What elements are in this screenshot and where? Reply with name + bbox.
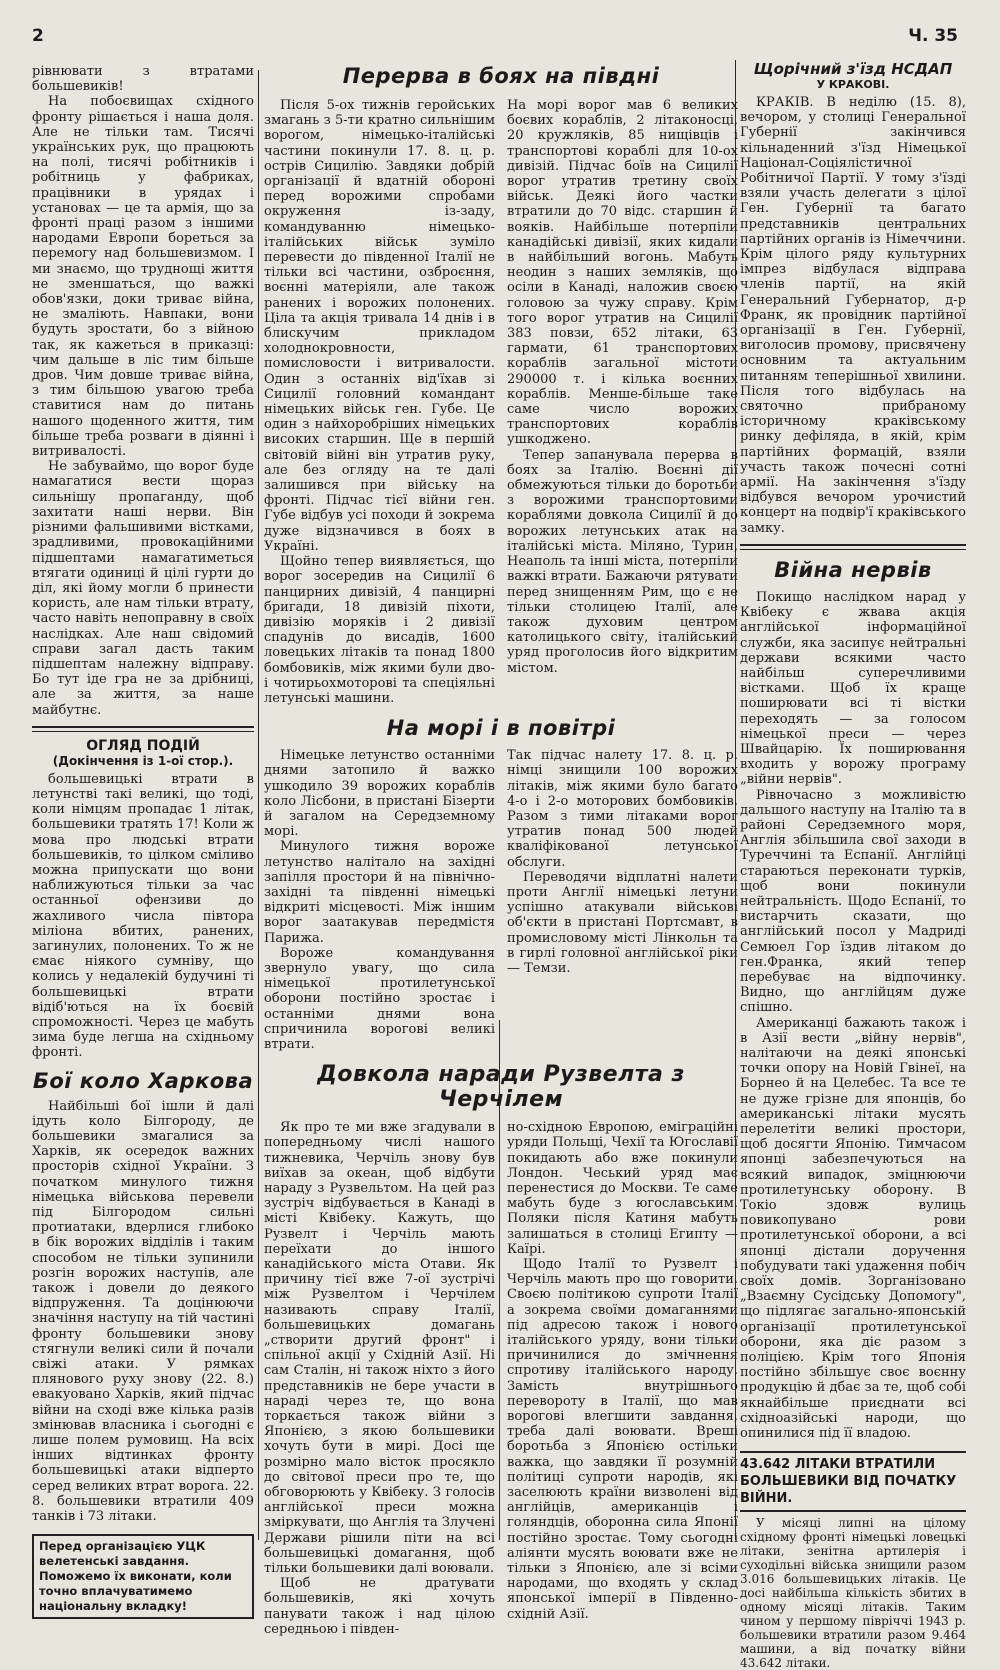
- pererva-paragraph: Щойно тепер виявляється, що ворог зосередив на Сицилії 6 панцирних дивізій, 4 панцирні бригади, 18 дивізій піхоти, дивізію моряків і 2 дивізії спадунів до висадів, 1600 ловецьких літаків та понад 1800 бомбовиків, між якими були дво- і чотирьохмоторові та спеціяльні летунські машини.: [264, 554, 495, 706]
- ohlyad-title: ОГЛЯД ПОДІЙ: [86, 737, 200, 754]
- section-divider: [740, 544, 966, 550]
- pererva-paragraph: На морі ворог мав 6 великих боєвих кораблів, 2 літаконосці, 20 кружляків, 85 нищівців і транспортові кораблі для 10-ох дивізій. Підчас боїв на Сицилії ворог утратив третину своїх військ. Деякі його частки втратили до 70 відс. старшин й вояків. Найбільше потерпіли канадійські дивізії, яких кидали в найбільший вогонь. Мабуть неодин з наших земляків, що осіли в Канаді, наложив своєю головою за чужу справу. Крім того ворог утратив на Сицилії 383 повзи, 652 літаки, 63 гармати, 61 транспортових кораблів загальної містоти 290000 т. і кілька воєнних кораблів. Менше-більше таке саме число ворожих транспортових кораблів ушкоджено.: [507, 98, 738, 448]
- more-paragraph: Німецьке летунство останніми днями затопило й важко ушкодило 39 ворожих кораблів коло Лісбони, в пристані Бізерти й загалом на Середземному морі.: [264, 748, 495, 840]
- article-paragraph: Не забуваймо, що ворог буде намагатися вести щораз сильнішу пропаганду, щоб захитати наші нерви. Він різними фальшивими вістками, зрадливими, провокаційними підшептами намагатиметься втягати одиниці й цілі гурти до діл, які йому могли б принести користь, але нам тільки втрату, часто навіть непоправну в своїх наслідках. Але наш свідомий справи загал дасть таким підшептам належну відправу. Бо тут іде гра не за дрібниці, але за життя, за наше майбутнє.: [32, 459, 254, 718]
- pererva-headline: Перерва в боях на півдні: [342, 64, 660, 88]
- zizd-text: КРАКІВ. В неділю (15. 8), вечором, у столиці Генеральної Губернії закінчився кільнаденний з'їзд Німецької Націонал-Соціялістичної Робітничої Партії. У тому з'їзді взяли участь делегати з цілої Ген. Губернії та багато представників центральних партійних органів із Німеччини. Крім цілого ряду культурних імпрез відбулася відправа членів партії, на якій Генеральний Губернатор, д-р Франк, як провідник партійної організації в Ген. Губернії, виголосив промову, присвячену основним та актуальним питанням теперішньої хвилини. Після того відбулась на святочно прибраному історичному краківському ринку дефіляда, в якій, крім партійних формацій, взяли участь також почесні сотні армії. На закінчення з'їзду відбувся вечором урочистий концерт на подвір'ї краківського замку.: [740, 95, 966, 536]
- ruzvelt-paragraph: Щодо Італії то Рузвелт і Черчіль мають про що говорити. Своєю політикою супроти Італії а зокрема своїми домаганнями під адресою також і нового італійського уряду, вони тільки причинилися до змічнення спротиву італійського народу. Замість внутрішнього перевороту в Італії, що мав ворогові влегшити завдання, треба далі воювати. Вреші боротьба з Японією остільки важка, що завдяки її розумній політиці супроти народів, які заселюють країни визволені від англійців, американців і голяндців, оборонна сила Японії постійно зростає. Тому сьогодні аліянти мусять воювати вже не тільки з Японією, але зі всіми народами, що входять у склад японської імперії в Південно-східній Азії.: [507, 1257, 738, 1622]
- page-number-right: Ч. 35: [908, 26, 958, 46]
- ruzvelt-article: [264, 1120, 738, 1637]
- article-paragraph: На побоєвищах східного фронту рішається і наша доля. Але не тільки там. Тисячі українських рук, що працюють на полі, тисячі робітників і робітниць у фабриках, працівники в урядах і установах — це та армія, що за фронті праці разом з іншими народами Европи бореться за перемогу над большевизмом. І ми знаємо, що труднощі життя не зменшаться, що важкі обов'язки, доки триває війна, не змаліють. Навпаки, вони будуть зростати, бо з війною так, як кажеться в приказці: чим дальше в ліс тим більше дров. Чим довше триває війна, з тим більшою увагою треба ставитися нам до питань нашого щоденного життя, тим більше треба розваги в діянні і витривалості.: [32, 94, 254, 460]
- ruzvelt-headline: Довкола наради Рузвелта з Черчілем: [317, 1062, 685, 1113]
- pererva-paragraph: Тепер запанувала перерва в боях за Італію. Воєнні дії обмежуються тільки до боротьби з ворожими транспортовими кораблями довкола Сицилії й до ворожих летунських атак на італійські міста. Міляно, Турин, Неаполь та інші міста, потерпіли важкі втрати. Бажаючи рятувати перед знищенням Рим, що є не тільки столицею Італії, але також духовим центром католицького світу, італійський уряд проголосив його відкритим містом.: [507, 447, 738, 676]
- ruzvelt-paragraph: Як про те ми вже згадували в попередньому числі нашого тижневика, Черчіль знову був виїхав за океан, щоб відбути нараду з Рузвельтом. На цей раз зустріч відбувається в Канаді в місті Квібеку. Кажуть, що Рузвелт і Черчіль мають переїхати до іншого канадійського міста Отави. Як причину тієї вже 7-ої зустрічі між Рузвелтом і Черчілем називають справу Італії, большевицьких домагань „створити другий фронт" і спільної акції у Східній Азії. Ні сам Сталін, ні також ніхто з його представників не бере участи в нараді через те, що вона торкається також війни з Японією, з якою большевики хочуть бути в мирі. Досі ще розмірно мало вісток просякло до світової преси про те, що обговорюють у Квібеку. З голосів англійської преси можна зміркувати, що Англія та Злучені Держави рішили піти на всі большевицькі домагання, щоб тільки большевики далі воювали.: [264, 1120, 495, 1577]
- litaky-text: У місяці липні на цілому східному фронті німецькі ловецькі літаки, зенітна артилерія і суходільні війська знищили разом 3.016 большевицьких літаків. Це досі найбільша кількість збитих в одному місяці літаків. Таким чином у першому півріччі 1943 р. большевики втратили разом 9.464 машини, а від початку війни 43.642 літаки.: [740, 1516, 966, 1670]
- more-headline: На морі і в повітрі: [386, 716, 616, 741]
- column-left: [32, 64, 254, 1614]
- section-divider: [32, 726, 254, 732]
- litaky-headline: 43.642 ЛІТАКИ ВТРАТИЛИ БОЛЬШЕВИКИ ВІД ПОЧАТКУ ВІЙНИ.: [740, 1451, 966, 1512]
- column-divider-left: [258, 70, 259, 1540]
- more-paragraph: Вороже командування звернуло увагу, що сила німецької протилетунської оборони постійно зростає і останніми днями вона спричинила ворогові великі втрати.: [264, 945, 495, 1052]
- zizd-headline: Щорічний з'їзд НСДАП: [753, 60, 953, 78]
- more-article: [264, 748, 738, 1052]
- pererva-article: [264, 98, 738, 706]
- column-right: [740, 60, 966, 1670]
- ucc-appeal-box: [32, 1534, 254, 1619]
- ruzvelt-paragraph: но-східною Европою, еміграційні уряди Польщі, Чехії та Югославії покидають або вже покинули Лондон. Чеський уряд має перенестися до Москви. Те саме мабуть буде з югославським. Поляки після Катиня мабуть залишаться в столиці Египту — Каїрі.: [507, 1120, 738, 1257]
- kharkiv-text: Найбільші бої ішли й далі ідуть коло Білгороду, де большевики змагалися за Харків, як осередок важних просторів східної України. З початком минулого тижня німецька військова перевели під Білгородом сильні протиатаки, вдерлися глибоко в бік ворожих відділів і таким способом не тільки зупинили розгін ворожих наступів, але також і довели до деякого відпруження. Та доцінюючи значіння наступу на тій частині фронту большевики знову стягнули великі сили й почали свіжі атаки. У рямках плянового руху знову (22. 8.) евакуовано Харків, який підчас війни на сході вже кілька разів змінював власника і сьогодні є лише полем румовищ. На всіх інших відтинках фронту большевицькі атаки відперто серед великих втрат ворога. 22. 8. большевики втратили 409 танків і 73 літаки.: [32, 1098, 254, 1525]
- more-paragraph: Так підчас налету 17. 8. ц. р. німці знищили 100 ворожих літаків, між якими було багато 4-о і 2-о моторових бомбовиків. Разом з тими літаками ворог утратив понад 500 людей кваліфікованої летунської обслуги.: [507, 748, 738, 870]
- column-center: [264, 58, 738, 1637]
- kharkiv-headline: Бої коло Харкова: [32, 1068, 254, 1093]
- pererva-paragraph: Після 5-ох тижнів геройських змагань з 5-ти кратно сильнішим ворогом, німецько-італійські частини покинули 17. 8. ц. р. острів Сицилію. Завдяки добрій організації й вдатній обороні перед ворожими спробами окруження із-заду, командуванню німецько-італійських військ зуміло перевести до південної Італії не тільки всі частини, озброєння, воєнні матеріяли, але також ранених і ворожих полонених. Ціла та акція тривала 14 днів і в блискучим прикладом холоднокровности, помисловости і витривалости. Один з останніх від'їхав зі Сицилії головний командант німецьких військ ген. Губе. Це один з найхоробріших німецьких високих старшин. Ще в першій світовій війні він утратив руку, але без огляду на те далі залишився при війську на фронті. Підчас тієї війни ген. Губе відбув усі походи й зокрема дуже відзначився в боях в Україні.: [264, 98, 495, 554]
- more-paragraph: Минулого тижня вороже летунство налітало на західні запілля простори й на північно-західні та південні німецькі відкриті місцевості. Між іншим ворог заатакував передмістя Парижа.: [264, 839, 495, 946]
- ohlyad-text: большевицькі втрати в летунстві такі великі, що тоді, коли німцям пропадає 1 літак, большевики тратять 17! Коли ж мова про людські втрати большевиків, то цілком сміливо можна припускати що вони наближуються тільки за час останньої офензиви до жахливого числа півтора міліона вбитих, ранених, загинулих, полонених. То ж не ємає ніякого сумніву, що колись у недалекій будучині ті большевицькі втрати відіб'ються на їх боєвій спроможності. Через це мабуть зима буде легша на східньому фронті.: [32, 771, 254, 1061]
- viyna-paragraph: Американці бажають також і в Азії вести „війну нервів", налітаючи на деякі японські точки опору на Новій Гвінеї, на Борнео й на Целебес. Та все те не дуже грізне для японців, бо американські літаки мусять перелетіти великі простори, щоб досягти Японію. Тимчасом японці забезпечуються на всякий випадок, зміцнюючи протилетунську оборону. В Токіо здовж вулиць повикопувано рови протилетунської оборони, а всі японці дістали доручення побудувати такі удаження побіч своїх домів. Зорганізовано „Взаємну Сусідську Допомогу", що підлягає загально-японській організації протилетунської оборони, яка діє разом з поліцією. Крім того Японія постійно збільшує своє воєнну продукцію й дбає за те, щоб собі якнайбільше приєднати всі східноазійські народи, що опинилися під її владою.: [740, 1015, 966, 1442]
- page-number-left: 2: [32, 26, 44, 46]
- viyna-paragraph: Рівночасно з можливістю дальшого наступу на Італію та в районі Середземного моря, Англія збільшила свої заходи в Туреччині та Еспанії. Англійці стараються переконати турків, щоб вони покинули нейтральність. Щодо Еспанії, то вистарчить сказати, що англійський посол у Мадриді Семюел Гор їздив літаком до ген.Франка, який тепер перебуває на відпочинку. Видно, що англійцям дуже спішно.: [740, 787, 966, 1016]
- viyna-headline: Війна нервів: [774, 557, 932, 582]
- ucc-appeal-text: Перед організацією УЦК велетенські завдання. Поможемо їх виконати, коли точно вплачуватимемо національну вкладку!: [39, 1539, 232, 1614]
- more-paragraph: Переводячи відплатні налети проти Англії німецькі летуни успішно атакували військові об'єкти в пристані Портсмавт, в промисловому місті Лінкольн та в гирлі головної англійської ріки — Темзи.: [507, 869, 738, 976]
- article-continuation-first-line: рівнювати з втратами большевиків!: [32, 64, 254, 95]
- ohlyad-subtitle: (Докінчення із 1-ої стор.).: [52, 753, 234, 768]
- viyna-paragraph: Покищо наслідком нарад у Квібеку є жвава акція англійської інформаційної служби, яка засипує нейтральні держави всякими часто найбільш суперечливими вістками. Щоб їх краще поширювати всі ті вістки переходять — за голосом німецької преси — через Швайцарію. Їх поширювання входить у ворожу програму „війни нервів".: [740, 589, 966, 788]
- zizd-subtitle: У КРАКОВІ.: [816, 78, 890, 91]
- ruzvelt-paragraph: Щоб не дратувати большевиків, які хочуть панувати також і над цілою середньою і півден-: [264, 1576, 495, 1637]
